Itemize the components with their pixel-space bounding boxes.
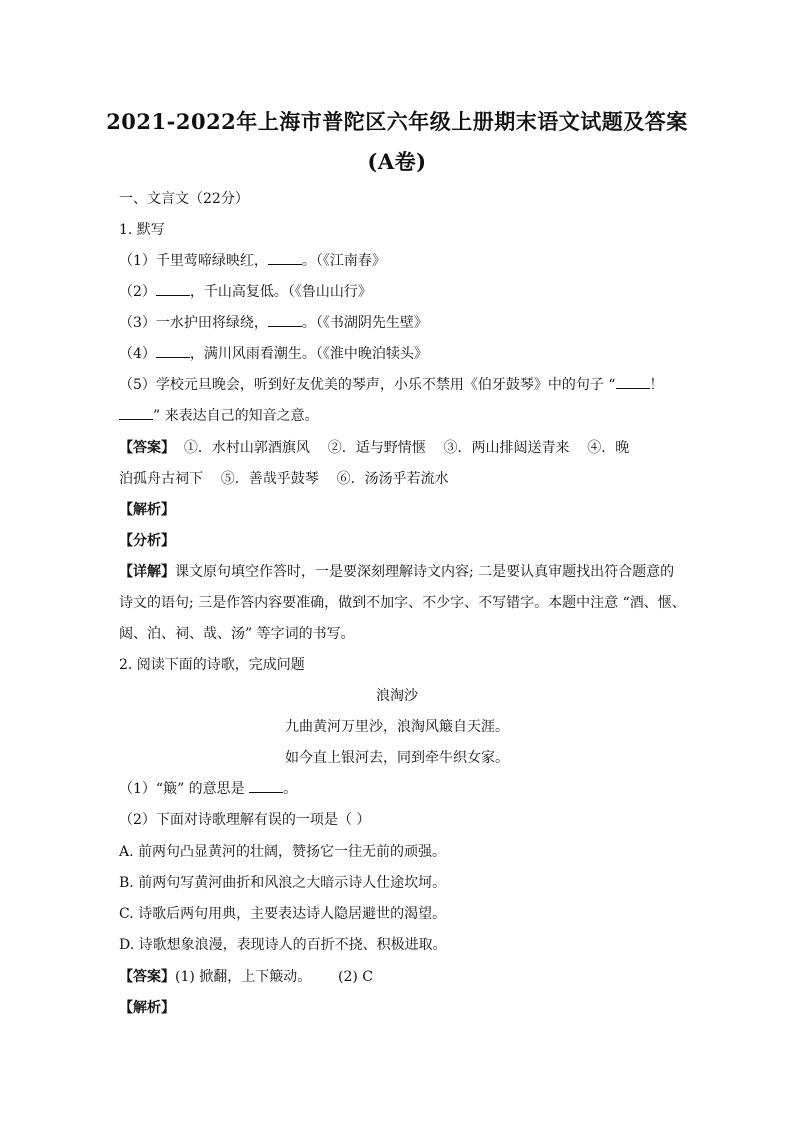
q1-xiangjie-line2: 诗文的语句; 三是作答内容要准确，做到不加字、不少字、不写错字。本题中注意 “酒、惬、 — [119, 595, 686, 611]
fill-blank — [268, 254, 302, 265]
q1-jiexi: 【解析】 — [119, 502, 175, 518]
question-1-label: 1. 默写 — [119, 222, 165, 238]
q1-item-5-cont: ” 来表达自己的知音之意。 — [119, 405, 319, 425]
poem-title: 浪淘沙 — [376, 688, 418, 704]
fill-blank — [156, 347, 190, 358]
q2-sub-2: （2）下面对诗歌理解有误的一项是（ ） — [119, 812, 371, 828]
fill-blank — [119, 409, 153, 420]
fill-blank — [156, 285, 190, 296]
fill-blank — [616, 378, 650, 389]
q1-xiangjie: 【详解】课文原句填空作答时，一是要深刻理解诗文内容; 二是要认真审题找出符合题意的 — [119, 564, 675, 580]
q2-answer: 【答案】(1) 掀翻，上下簸动。 (2) C — [119, 969, 373, 985]
poem-line-1: 九曲黄河万里沙，浪淘风簸自天涯。 — [285, 719, 509, 735]
poem-line-2: 如今直上银河去，同到牵牛织女家。 — [285, 750, 509, 766]
q1-xiangjie-line3: 闼、泊、祠、哉、汤” 等字词的书写。 — [119, 626, 355, 642]
fill-blank — [268, 316, 302, 327]
q2-option-c: C. 诗歌后两句用典，主要表达诗人隐居避世的渴望。 — [119, 906, 447, 922]
q1-item-1: （1）千里莺啼绿映红， 。（《江南春》 — [119, 253, 386, 269]
q1-item-5: （5）学校元旦晚会，听到好友优美的琴声，小乐不禁用《伯牙鼓琴》中的句子 “ ！ — [119, 377, 664, 393]
q2-sub-1: （1）“簸” 的意思是 。 — [119, 781, 298, 797]
q1-answer: 【答案】 ①．水村山郭酒旗风 ②．适与野情惬 ③．两山排闼送青来 ④．晚 — [119, 440, 630, 456]
fill-blank — [249, 782, 283, 793]
q1-item-3: （3）一水护田将绿绕， 。（《书湖阴先生壁》 — [119, 315, 428, 331]
q2-option-d: D. 诗歌想象浪漫，表现诗人的百折不挠、积极进取。 — [119, 937, 447, 953]
document-title: 2021-2022年上海市普陀区六年级上册期末语文试题及答案 — [106, 109, 688, 134]
q1-item-2: （2） ，千山高复低。（《鲁山山行》 — [119, 284, 372, 300]
q2-option-a: A. 前两句凸显黄河的壮阔，赞扬它一往无前的顽强。 — [119, 844, 447, 860]
question-2-label: 2. 阅读下面的诗歌，完成问题 — [119, 657, 305, 673]
document-subtitle: (A卷) — [367, 149, 427, 174]
q1-item-4: （4） ，满川风雨看潮生。（《淮中晚泊犊头》 — [119, 346, 428, 362]
q1-answer-cont: 泊孤舟古祠下 ⑤．善哉乎鼓琴 ⑥．汤汤乎若流水 — [119, 471, 449, 487]
q2-jiexi: 【解析】 — [119, 1000, 175, 1016]
section-heading: 一、文言文（22分） — [119, 191, 249, 207]
q2-option-b: B. 前两句写黄河曲折和风浪之大暗示诗人仕途坎坷。 — [119, 875, 447, 891]
q1-fenxi: 【分析】 — [119, 533, 175, 549]
